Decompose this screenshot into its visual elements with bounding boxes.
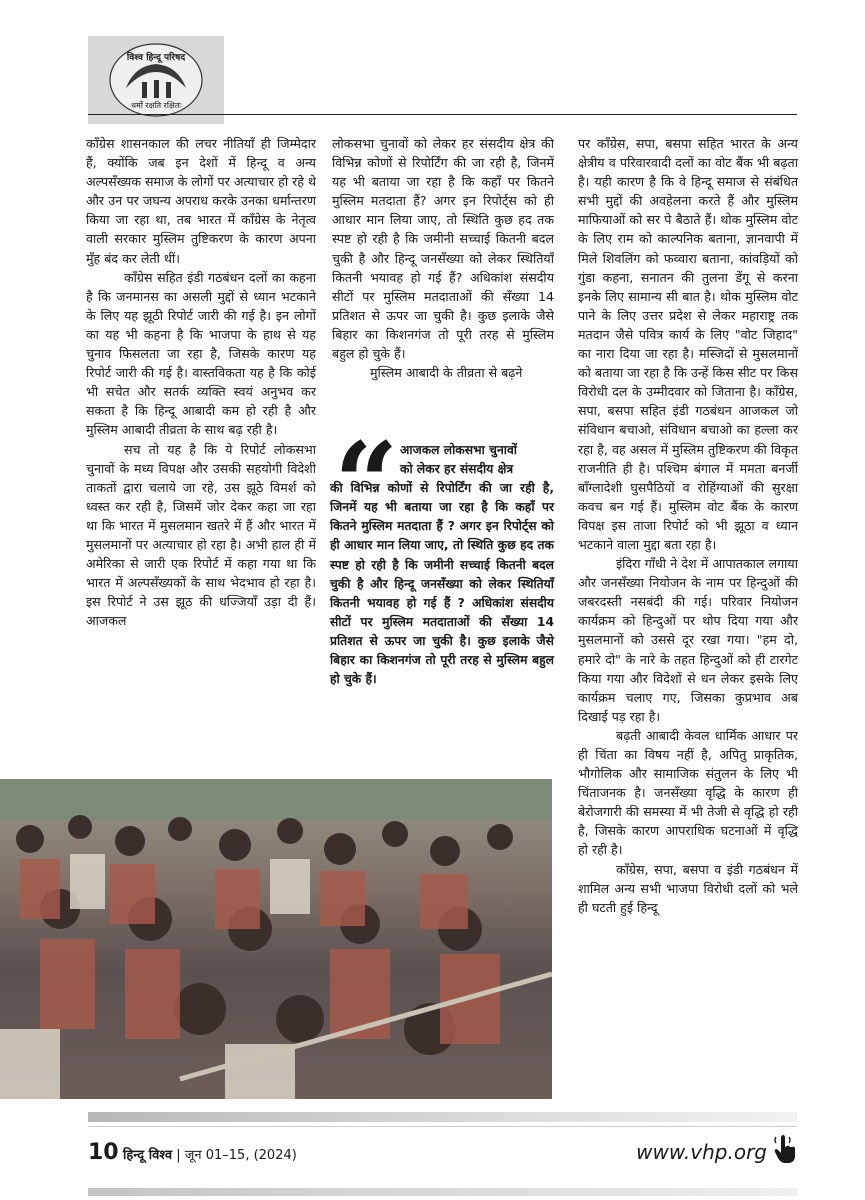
article-column-2 <box>332 134 554 426</box>
magazine-info <box>123 1145 297 1163</box>
pull-quote-body: की विभिन्न कोणों से रिपोर्टिंग की जा रही है, जिनमें यह भी बताया जा रहा है कि कहाँ पर कितने मुस्लिम मतदाता हैं ? अगर इन रिपोर्ट्स को ही आधार मान लिया जाए, तो स्थिति कुछ हद तक स्पष्ट हो रही है कि जमीनी सच्चाई कितनी बदल चुकी है और हिन्दू जनसँख्या को लेकर स्थितियाँ कितनी भयावह हो गई हैं ? अधिकांश संसदीय सीटों पर मुस्लिम मतदाताओं की सँख्या 14 प्रतिशत से ऊपर जा चुकी है। कुछ इलाके जैसे बिहार का किशनगंज तो पूरी तरह से मुस्लिम बहुल हो चुके हैं। <box>330 481 554 687</box>
magazine-name: हिन्दू विश्व <box>123 1148 173 1163</box>
separator: | <box>176 1148 181 1163</box>
vhp-logo <box>88 36 224 124</box>
crowd-photo <box>0 779 552 1099</box>
footer-rule <box>88 1126 797 1127</box>
bottom-band <box>88 1188 797 1196</box>
header-rule <box>88 114 797 115</box>
issue-date: जून 01–15, (2024) <box>184 1148 297 1163</box>
pull-quote-lead-line: आजकल लोकसभा चुनावों <box>400 443 517 457</box>
article-column-1 <box>86 134 316 781</box>
paragraph: पर काँग्रेस, सपा, बसपा सहित भारत के अन्य क्षेत्रीय व परिवारवादी दलों का वोट बैंक भी बढ़ता है। यही कारण है कि वे हिन्दू समाज से संबंधित सभी मुद्दों की अवहेलना करते हैं और मुस्लिम माफियाओं को सर पे बैठाते हैं। थोक मुस्लिम वोट के लिए राम को काल्पनिक बताना, ज्ञानवापी में मिले शिवलिंग को फव्वारा बताना, कांवड़ियों को गुंडा कहना, सनातन की तुलना डेंगू से करना इनके लिए सामान्य सी बात है। थोक मुस्लिम वोट पाने के लिए उत्तर प्रदेश से लेकर महाराष्ट्र तक मतदान जैसे पवित्र कार्य के लिए "वोट जिहाद" का नारा दिया जा रहा है। मस्जिदों से मुसलमानों को बताया जा रहा है कि उन्हें किस सीट पर किस विरोधी दल के उम्मीदवार को जिताना है। काँग्रेस, सपा, बसपा सहित इंडी गठबंधन आजकल जो संविधान बचाओ, संविधान बचाओ का हल्ला कर रहा है, वह असल में मुस्लिम तुष्टिकरण की विकृत राजनीति ही है। पश्चिम बंगाल में ममता बनर्जी बाँग्लादेशी घुसपैठियों व रोहिंग्याओं की सुरक्षा कवच बन गई हैं। मुस्लिम वोट बैंक के कारण विपक्ष इस ताजा रिपोर्ट को भी झूठा व ध्यान भटकाने वाला मुद्दा बता रहा है। <box>578 136 798 552</box>
paragraph: बढ़ती आबादी केवल धार्मिक आधार पर ही चिंता का विषय नहीं है, अपितु प्राकृतिक, भौगोलिक और सामाजिक संतुलन के लिए भी चिंताजनक है। जनसँख्या वृद्धि के कारण ही बेरोजगारी की समस्या में भी तेजी से वृद्धि हो रही है, जिसके कारण आपराधिक घटनाओं में वृद्धि हो रही है। <box>578 727 798 858</box>
hand-pointer-icon <box>772 1134 798 1164</box>
website-link[interactable]: www.vhp.org <box>636 1140 767 1164</box>
footer-band <box>88 1112 797 1122</box>
paragraph: मुस्लिम आबादी के तीव्रता से बढ़ने <box>370 365 523 381</box>
paragraph: काँग्रेस, सपा, बसपा व इंडी गठबंधन में शामिल अन्य सभी भाजपा विरोधी दलों को भले ही घटती हुई हिन्दू <box>578 861 798 915</box>
paragraph: काँग्रेस शासनकाल की लचर नीतियाँ ही जिम्मेदार हैं, क्योंकि जब इन देशों में हिन्दू व अन्य अल्पसँख्यक समाज के लोगों पर अत्याचार हो रहे थे और उन पर जघन्य अपराध करके उनका धर्मान्तरण किया जा रहा था, तब भारत में काँग्रेस के नेतृत्व वाली सरकार मुस्लिम तुष्टिकरण के कारण अपना मुँह बंद कर लेती थीं। <box>86 136 316 266</box>
logo-top-text: विश्व हिन्दू परिषद <box>126 53 186 63</box>
logo-bottom-text: धर्मो रक्षति रक्षितः <box>131 101 181 110</box>
quote-mark-icon: “ <box>334 419 399 550</box>
pull-quote-lead-line: को लेकर हर संसदीय क्षेत्र <box>400 462 514 477</box>
paragraph: काँग्रेस सहित इंडी गठबंधन दलों का कहना है कि जनमानस का असली मुद्दों से ध्यान भटकाने के लिए यह झूठी रिपोर्ट जारी की गई है। इन लोगों का यह भी कहना है कि भाजपा के हाथ से यह चुनाव फिसलता जा रहा है, जिसके कारण यह रिपोर्ट जारी की गई है। वास्तविकता यह है कि कोई भी सचेत और सतर्क व्यक्ति स्वयं अनुभव कर सकता है कि हिन्दू आबादी कम हो रही है और मुस्लिम आबादी तीव्रता के साथ बढ़ रही है। <box>86 269 316 438</box>
paragraph: इंदिरा गाँधी ने देश में आपातकाल लगाया और जनसँख्या नियोजन के नाम पर हिन्दुओं की जबरदस्ती नसबंदी की गई। परिवार नियोजन कार्यक्रम को हिन्दुओं पर थोप दिया गया और मुसलमानों को उससे दूर रखा गया। "हम दो, हमारे दो" के नारे के तहत हिन्दुओं को ही टारगेट किया गया और विदेशों से धन लेकर इसके लिए कार्यक्रम चलाए गए, जिसका कुप्रभाव अब दिखाई पड़ रहा है। <box>578 556 798 724</box>
article-column-3 <box>578 134 798 1104</box>
page-number: 10 <box>88 1140 119 1165</box>
paragraph: लोकसभा चुनावों को लेकर हर संसदीय क्षेत्र की विभिन्न कोणों से रिपोर्टिंग की जा रही है, जिनमें यह भी बताया जा रहा है कि कहाँ पर कितने मुस्लिम मतदाता हैं? अगर इन रिपोर्ट्स को ही आधार मान लिया जाए, तो स्थिति कुछ हद तक स्पष्ट हो रही है कि जमीनी सच्चाई कितनी बदल चुकी है और हिन्दू जनसँख्या को लेकर स्थितियाँ कितनी भयावह हो गई हैं? अधिकांश संसदीय सीटों पर मुस्लिम मतदाताओं की सँख्या 14 प्रतिशत से ऊपर जा चुकी है। कुछ इलाके जैसे बिहार का किशनगंज तो पूरी तरह से मुस्लिम बहुल हो चुके हैं। <box>332 136 554 362</box>
paragraph: सच तो यह है कि ये रिपोर्ट लोकसभा चुनावों के मध्य विपक्ष और उसकी सहयोगी विदेशी ताकतों द्वारा चलाये जा रहे, उस झूठे विमर्श को ध्वस्त कर रही है, जिसमें जोर देकर कहा जा रहा था कि भारत में मुसलमान खतरे में हैं और भारत में मुसलमानों पर अत्याचार हो रहा है। अभी हाल ही में अमेरिका से जारी एक रिपोर्ट में कहा गया था कि भारत में अल्पसँख्यकों के साथ भेदभाव हो रहा है। इस रिपोर्ट ने उस झूठ की धज्जियाँ उड़ा दी हैं। आजकल <box>86 441 316 629</box>
crowd-of-people-photo-icon <box>0 779 552 1099</box>
pull-quote <box>330 419 554 783</box>
